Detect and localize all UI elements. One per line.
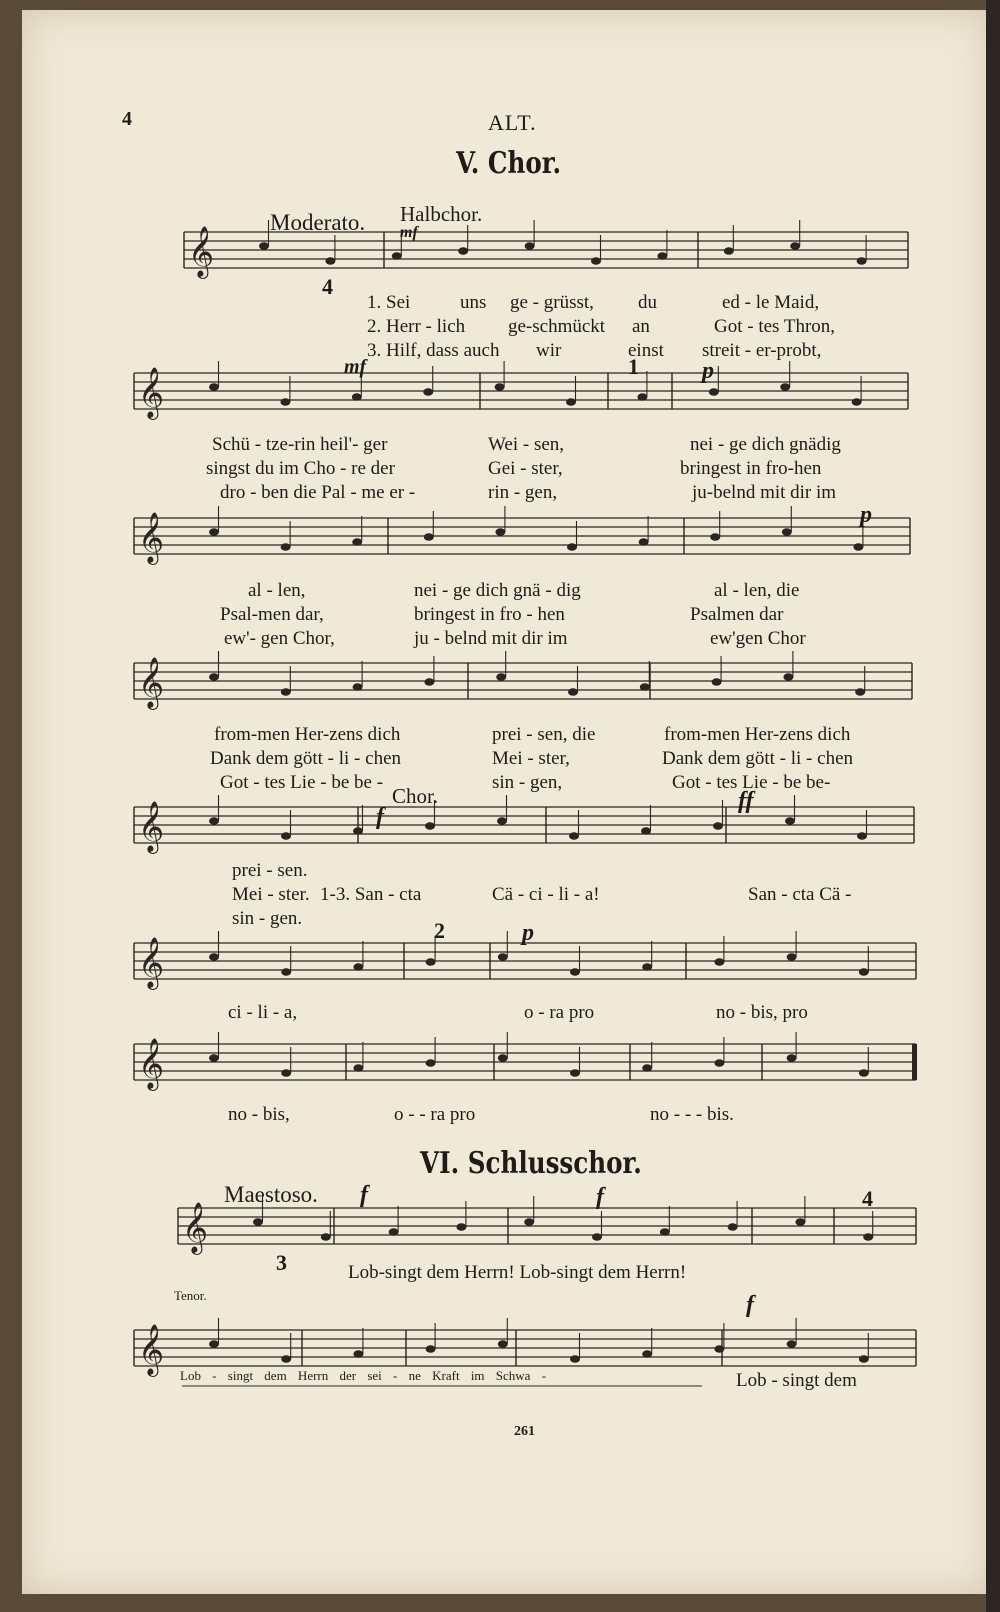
note-head [352, 538, 362, 546]
note-head [209, 383, 219, 391]
lyric-s7-a: no - bis, [228, 1104, 290, 1125]
note-head [426, 1059, 436, 1067]
staff-3 [134, 506, 910, 565]
lyric-s2-v3-c: ju-belnd mit dir im [692, 482, 837, 503]
lyric-s5-line3: sin - gen. [232, 908, 303, 929]
note-head [640, 683, 650, 691]
staff-7 [134, 1032, 916, 1091]
note-head [714, 958, 724, 966]
note-head [790, 242, 800, 250]
note-head [353, 1064, 363, 1072]
dynamic-f-1: f [376, 804, 384, 830]
note-head [281, 968, 291, 976]
note-head [785, 817, 795, 825]
staff-2 [134, 361, 908, 420]
note-head [857, 832, 867, 840]
note-head [712, 678, 722, 686]
lyric-s4-v2-a: Dank dem gött - li - chen [210, 748, 402, 769]
tempo-maestoso: Maestoso. [224, 1182, 318, 1207]
note-head [325, 257, 335, 265]
note-head [855, 688, 865, 696]
lyric-s5-line2-a: Mei - ster. [232, 884, 310, 905]
note-head [524, 1218, 534, 1226]
lyric-s3-v2-b: bringest in fro - hen [414, 604, 565, 625]
page-edge [986, 0, 1000, 1612]
note-head [281, 1355, 291, 1363]
section-6-title: VI. Schlusschor. [420, 1146, 642, 1181]
lyric-s1-v2-d: Got - tes Thron, [714, 316, 836, 337]
treble-clef-icon: 𝄞 [138, 1038, 165, 1089]
lyric-s2-v3-a: dro - ben die Pal - me er - [220, 482, 416, 503]
lyric-s2-v1-a: Schü - tze-rin heil'- ger [212, 434, 388, 455]
lyric-s1-v3-d: streit - er-probt, [702, 340, 822, 361]
lyric-s5-line2-b: 1-3. San - cta [320, 884, 422, 905]
note-head [498, 953, 508, 961]
note-head [795, 1218, 805, 1226]
note-head [389, 1228, 399, 1236]
note-head [714, 1345, 724, 1353]
lyric-s5-line2-c: Cä - ci - li - a! [492, 884, 600, 905]
note-head [780, 383, 790, 391]
rest-count-4b: 4 [862, 1186, 873, 1211]
note-head [525, 242, 535, 250]
tenor-lyric: Lob - singt dem Herrn der sei - ne Kraft im Schwa - [180, 1368, 547, 1383]
lyric-s1-v3-c: einst [628, 340, 664, 361]
lyric-s3-v1-a: al - len, [248, 580, 306, 601]
note-head [570, 1355, 580, 1363]
note-head [642, 1064, 652, 1072]
note-head [497, 817, 507, 825]
rest-count-3: 3 [276, 1250, 287, 1275]
note-head [568, 688, 578, 696]
tenor-label: Tenor. [174, 1288, 207, 1303]
lyric-s2-v3-b: rin - gen, [488, 482, 558, 503]
music-staves [22, 10, 990, 1594]
note-head [209, 673, 219, 681]
lyric-s2-v1-c: nei - ge dich gnädig [690, 434, 841, 455]
note-head [657, 252, 667, 260]
note-head [728, 1223, 738, 1231]
note-head [458, 247, 468, 255]
note-head [787, 1054, 797, 1062]
note-head [570, 968, 580, 976]
note-head [853, 543, 863, 551]
note-head [498, 1054, 508, 1062]
rest-count-2: 2 [434, 918, 445, 943]
treble-clef-icon: 𝄞 [182, 1202, 209, 1253]
alto-lyric: Lob - singt dem [736, 1370, 857, 1391]
note-head [569, 832, 579, 840]
note-head [852, 398, 862, 406]
note-head [495, 528, 505, 536]
chor-label: Chor. [392, 784, 439, 808]
lyric-s4-v3-a: Got - tes Lie - be be - [220, 772, 384, 793]
note-head [495, 383, 505, 391]
lyric-schlusschor: Lob-singt dem Herrn! Lob-singt dem Herrn! [348, 1262, 687, 1283]
final-barline [912, 1044, 917, 1080]
rest-count-1: 1 [628, 354, 639, 379]
note-head [281, 1069, 291, 1077]
note-head [859, 968, 869, 976]
note-head [456, 1223, 466, 1231]
note-head [353, 827, 363, 835]
note-head [259, 242, 269, 250]
note-head [591, 257, 601, 265]
lyric-s1-v1-a: 1. Sei [367, 292, 411, 313]
staff-5 [134, 795, 914, 854]
note-head [863, 1233, 873, 1241]
note-head [353, 683, 363, 691]
note-head [567, 543, 577, 551]
note-head [352, 393, 362, 401]
dynamic-f-4: f [746, 1292, 754, 1318]
lyric-s3-v3-b: ju - belnd mit dir im [414, 628, 568, 649]
lyric-s7-b: o - - ra pro [394, 1104, 476, 1125]
dynamic-p-3: p [522, 920, 534, 946]
lyric-s4-v2-c: Dank dem gött - li - chen [662, 748, 854, 769]
note-head [392, 252, 402, 260]
note-head [787, 1340, 797, 1348]
note-head [281, 688, 291, 696]
note-head [423, 388, 433, 396]
page-number-top: 4 [122, 108, 132, 130]
note-head [637, 393, 647, 401]
dynamic-f-3: f [596, 1184, 604, 1210]
lyric-s5-line2-d: San - cta Cä - [748, 884, 852, 905]
treble-clef-icon: 𝄞 [188, 226, 215, 277]
lyric-s4-v1-b: prei - sen, die [492, 724, 596, 745]
note-head [724, 247, 734, 255]
note-head [660, 1228, 670, 1236]
note-head [281, 832, 291, 840]
note-head [425, 822, 435, 830]
note-head [496, 673, 506, 681]
note-head [713, 822, 723, 830]
treble-clef-icon: 𝄞 [138, 512, 165, 563]
note-head [641, 827, 651, 835]
lyric-s6-b: o - ra pro [524, 1002, 595, 1023]
halbchor-label: Halbchor. [400, 202, 483, 226]
note-head [209, 953, 219, 961]
treble-clef-icon: 𝄞 [138, 801, 165, 852]
note-head [714, 1059, 724, 1067]
dynamic-mf-1: mf [400, 224, 418, 241]
note-head [281, 543, 291, 551]
note-head [209, 528, 219, 536]
note-head [424, 533, 434, 541]
dynamic-p-2: p [860, 502, 872, 528]
note-head [592, 1233, 602, 1241]
note-head [787, 953, 797, 961]
note-head [857, 257, 867, 265]
lyric-s1-v1-c: ge - grüsst, [510, 292, 594, 313]
dynamic-f-2: f [360, 1182, 368, 1208]
lyric-s7-c: no - - - bis. [650, 1104, 734, 1125]
note-head [498, 1340, 508, 1348]
lyric-s6-a: ci - li - a, [228, 1002, 298, 1023]
dynamic-ff: ff [738, 788, 754, 814]
note-head [782, 528, 792, 536]
lyric-s4-v1-c: from-men Her-zens dich [664, 724, 851, 745]
treble-clef-icon: 𝄞 [138, 367, 165, 418]
note-head [424, 678, 434, 686]
note-head [783, 673, 793, 681]
note-head [426, 958, 436, 966]
lyric-s1-v2-b: ge-schmückt [508, 316, 606, 337]
sheet-music-page [22, 10, 990, 1594]
note-head [710, 533, 720, 541]
lyric-s2-v2-c: bringest in fro-hen [680, 458, 822, 479]
note-head [566, 398, 576, 406]
lyric-s4-v3-b: sin - gen, [492, 772, 563, 793]
lyric-s4-v1-a: from-men Her-zens dich [214, 724, 401, 745]
note-head [209, 817, 219, 825]
staff-4 [134, 651, 912, 710]
part-label: ALT. [488, 110, 537, 135]
note-head [253, 1218, 263, 1226]
lyric-s1-v1-e: ed - le Maid, [722, 292, 820, 313]
note-head [353, 1350, 363, 1358]
dynamic-mf-2: mf [344, 356, 367, 378]
lyric-s3-v1-b: nei - ge dich gnä - dig [414, 580, 581, 601]
note-head [321, 1233, 331, 1241]
lyric-s1-v3-a: 3. Hilf, dass auch [367, 340, 500, 361]
lyric-s5-line1: prei - sen. [232, 860, 308, 881]
lyric-s2-v2-a: singst du im Cho - re der [206, 458, 395, 479]
lyric-s2-v1-b: Wei - sen, [488, 434, 565, 455]
lyric-s1-v1-b: uns [460, 292, 487, 313]
note-head [639, 538, 649, 546]
rest-count-4: 4 [322, 274, 333, 299]
lyric-s2-v2-b: Gei - ster, [488, 458, 563, 479]
lyric-s3-v3-c: ew'gen Chor [710, 628, 806, 649]
lyric-s4-v3-c: Got - tes Lie - be be- [672, 772, 831, 793]
treble-clef-icon: 𝄞 [138, 657, 165, 708]
lyric-s4-v2-b: Mei - ster, [492, 748, 570, 769]
note-head [642, 1350, 652, 1358]
note-head [709, 388, 719, 396]
note-head [859, 1355, 869, 1363]
note-head [426, 1345, 436, 1353]
lyric-s3-v1-c: al - len, die [714, 580, 800, 601]
note-head [209, 1054, 219, 1062]
lyric-s1-v1-d: du [638, 292, 657, 313]
treble-clef-icon: 𝄞 [138, 937, 165, 988]
treble-clef-icon: 𝄞 [138, 1324, 165, 1375]
lyric-s3-v2-a: Psal-men dar, [220, 604, 324, 625]
lyric-s1-v2-c: an [632, 316, 650, 337]
dynamic-p-1: p [702, 358, 714, 384]
lyric-s3-v2-c: Psalmen dar [690, 604, 784, 625]
note-head [859, 1069, 869, 1077]
lyric-s1-v3-b: wir [536, 340, 562, 361]
note-head [353, 963, 363, 971]
tempo-moderato: Moderato. [270, 210, 366, 235]
lyric-s1-v2-a: 2. Herr - lich [367, 316, 466, 337]
note-head [209, 1340, 219, 1348]
note-head [642, 963, 652, 971]
lyric-s3-v3-a: ew'- gen Chor, [224, 628, 335, 649]
page-number-bottom: 261 [514, 1424, 535, 1439]
note-head [570, 1069, 580, 1077]
section-5-title: V. Chor. [456, 146, 562, 181]
lyric-s6-c: no - bis, pro [716, 1002, 808, 1023]
note-head [280, 398, 290, 406]
